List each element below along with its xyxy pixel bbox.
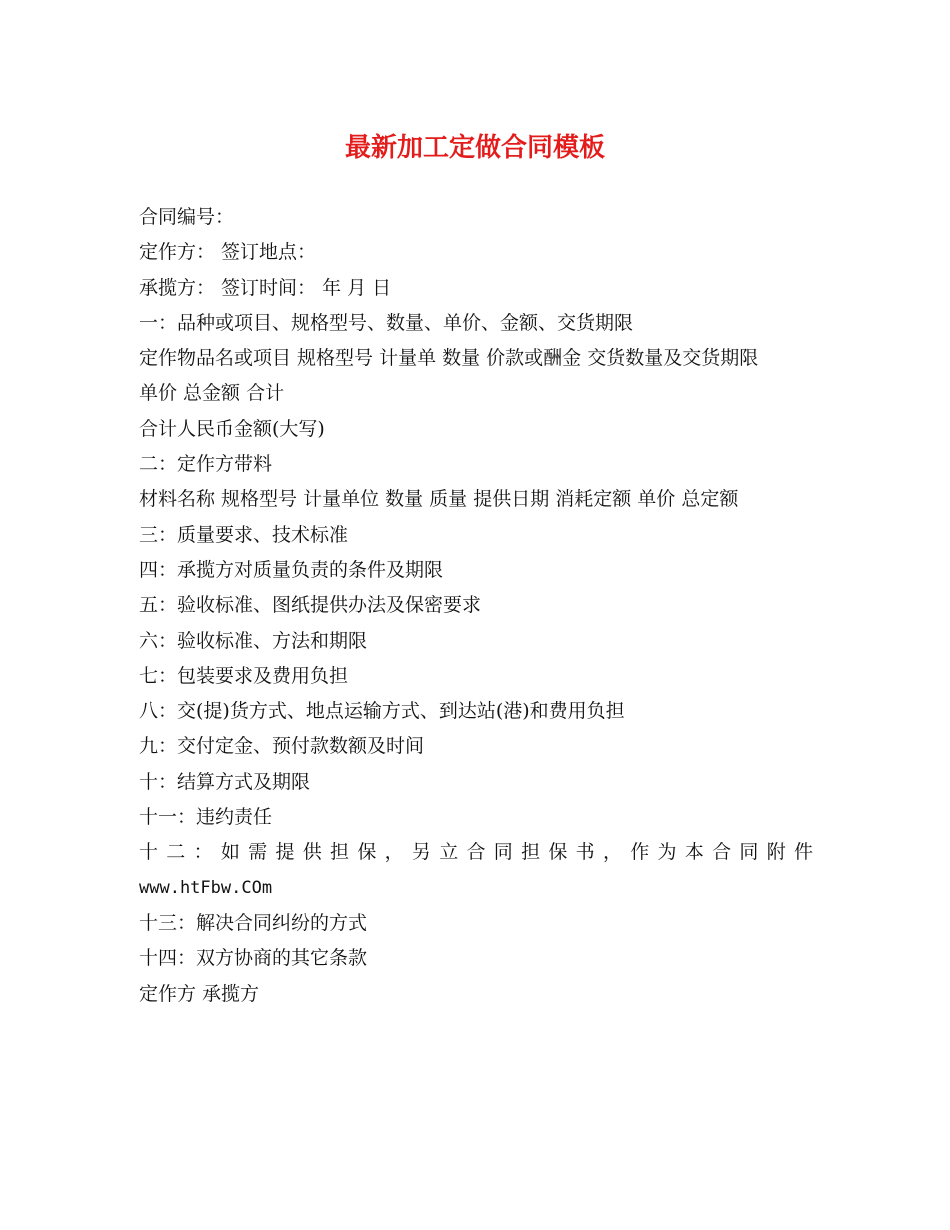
clause-11-heading: 十一：违约责任	[139, 806, 273, 829]
clause-9-heading: 九：交付定金、预付款数额及时间	[139, 735, 425, 758]
contractor-date-line: 承揽方： 签订时间： 年 月 日	[139, 276, 392, 299]
clause-12-heading: 十二：如需提供担保，另立合同担保书，作为本合同附件	[139, 841, 813, 864]
clause-7-heading: 七：包装要求及费用负担	[139, 664, 349, 687]
clause-12-url: www.htFbw.COm	[139, 877, 273, 898]
document-title: 最新加工定做合同模板	[344, 133, 605, 163]
clause-6-heading: 六：验收标准、方法和期限	[139, 629, 368, 652]
clause-13-heading: 十三：解决合同纠纷的方式	[139, 911, 368, 934]
clause-1-columns: 定作物品名或项目 规格型号 计量单 数量 价款或酬金 交货数量及交货期限	[139, 347, 759, 370]
clause-10-heading: 十：结算方式及期限	[139, 770, 311, 793]
signature-parties-line: 定作方 承揽方	[139, 982, 260, 1005]
orderer-place-line: 定作方： 签订地点：	[139, 241, 317, 264]
clause-1-totals: 单价 总金额 合计	[139, 382, 285, 405]
clause-2-heading: 二：定作方带料	[139, 453, 273, 476]
clause-8-heading: 八：交(提)货方式、地点运输方式、到达站(港)和费用负担	[139, 700, 625, 723]
clause-1-amount-words: 合计人民币金额(大写)	[139, 417, 325, 440]
clause-2-columns: 材料名称 规格型号 计量单位 数量 质量 提供日期 消耗定额 单价 总定额	[139, 488, 739, 511]
clause-14-heading: 十四：双方协商的其它条款	[139, 947, 368, 970]
clause-1-heading: 一：品种或项目、规格型号、数量、单价、金额、交货期限	[139, 311, 634, 334]
contract-number-line: 合同编号：	[139, 206, 235, 228]
clause-4-heading: 四：承揽方对质量负责的条件及期限	[139, 558, 444, 581]
clause-5-heading: 五：验收标准、图纸提供办法及保密要求	[139, 594, 482, 617]
document-body	[139, 200, 813, 1012]
clause-3-heading: 三：质量要求、技术标准	[139, 523, 349, 546]
